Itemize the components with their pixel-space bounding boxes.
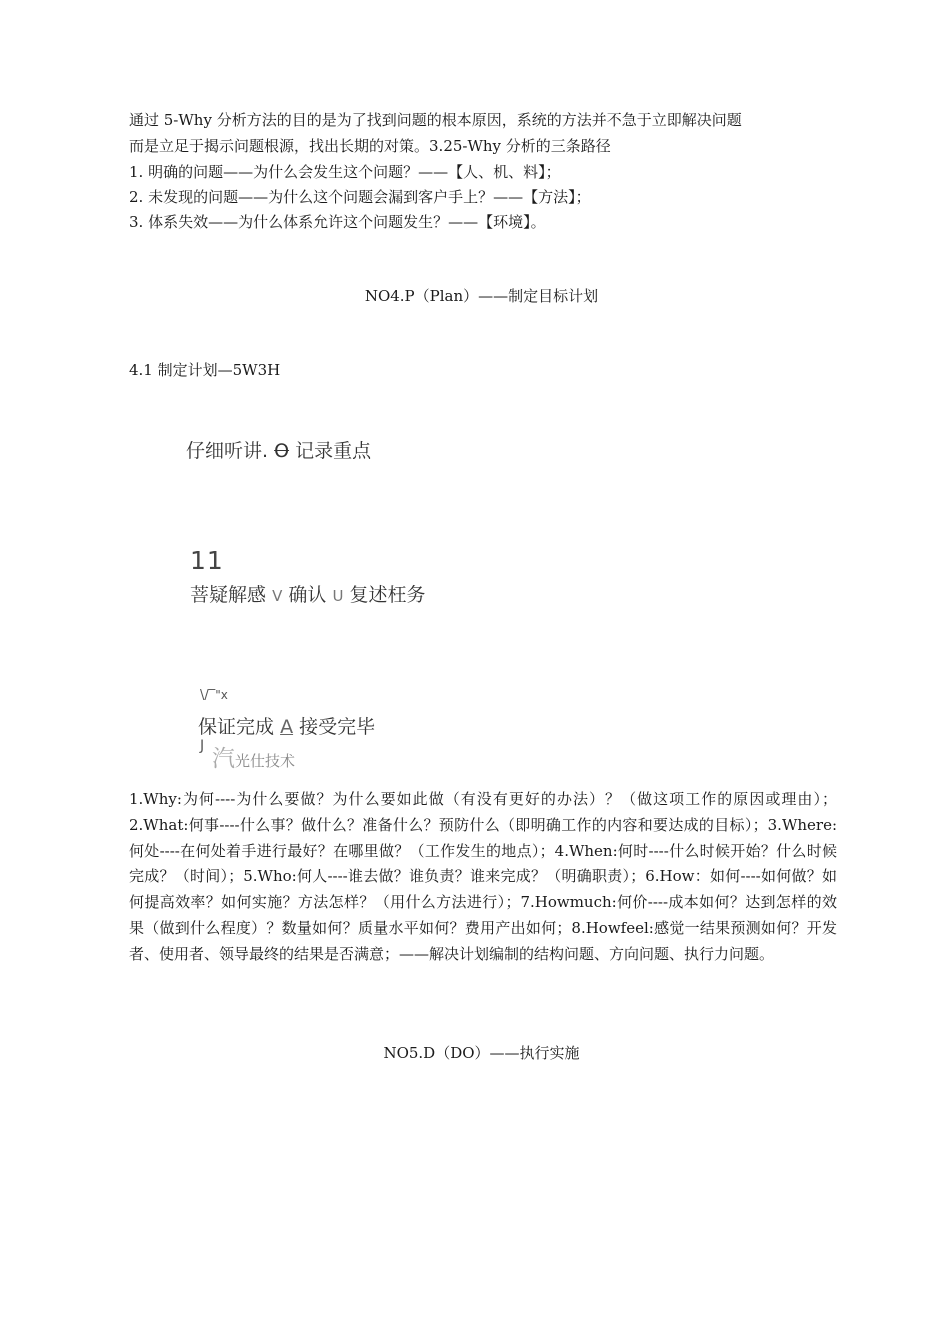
figure-text: 保证完成 bbox=[198, 716, 275, 738]
figure-row-2 bbox=[190, 580, 425, 607]
list-item: 2. 未发现的问题——为什么这个问题会漏到客户手上？——【方法】； bbox=[129, 188, 591, 206]
figure-text: 汽 bbox=[212, 746, 235, 772]
figure-mark: V bbox=[272, 587, 283, 605]
figure-row-1 bbox=[186, 436, 371, 463]
figure-row-4 bbox=[212, 740, 295, 773]
figure-mark: J bbox=[200, 738, 205, 754]
section-heading-do: NO5.D（DO）——执行实施 bbox=[383, 1044, 580, 1062]
figure-text: 记录重点 bbox=[295, 440, 372, 462]
section-heading-plan: NO4.P（Plan）——制定目标计划 bbox=[364, 287, 599, 305]
figure-mark: O bbox=[274, 440, 290, 462]
figure-text: 确认 bbox=[288, 584, 327, 606]
figure-mark: "x bbox=[215, 688, 228, 702]
intro-line-1: 通过 5-Why 分析方法的目的是为了找到问题的根本原因，系统的方法并不急于立即解决问题 bbox=[129, 111, 742, 129]
figure-text: 仔细听讲. bbox=[186, 440, 269, 462]
figure-row-3 bbox=[198, 712, 375, 739]
figure-symbol-row bbox=[200, 688, 228, 703]
figure-mark: U bbox=[332, 587, 344, 605]
list-item: 1. 明确的问题——为什么会发生这个问题？——【人、机、料】； bbox=[129, 163, 561, 181]
list-item: 3. 体系失效——为什么体系允许这个问题发生？——【环境】。 bbox=[129, 213, 546, 231]
figure-text: 菩疑解感 bbox=[190, 584, 267, 606]
figure-number: 11 bbox=[190, 546, 224, 575]
paragraph-5w3h: 1.Why:为何----为什么要做？为什么要如此做（有没有更好的办法）？（做这项工作的原因或理由）；2.What:何事----什么事？做什么？准备什么？预防什么（即明确工作的内容和要达成的目标）；3.Where:何处----在何处着手进行最好？在哪里做？（工作发生的地点）；4.When:何时----什么时候开始？什么时候完成？（时间）；5.Who:何人----谁去做？谁负责？谁来完成？（明确职责）；6.How：如何----如何做？如何提高效率？如何实施？方法怎样？（用什么方法进行）；7.Howmuch:何价----成本如何？达到怎样的效果（做到什么程度）？数量如何？质量水平如何？费用产出如何；8.Howfeel:感觉一结果预测如何？开发者、使用者、领导最终的结果是否满意；——解决计划编制的结构问题、方向问题、执行力问题。 bbox=[129, 790, 837, 963]
figure-text: 复述枉务 bbox=[349, 584, 426, 606]
intro-line-2: 而是立足于揭示问题根源，找出长期的对策。3.25-Why 分析的三条路径 bbox=[129, 137, 611, 155]
figure-mark: \/‾ bbox=[200, 688, 216, 703]
figure-mark: A bbox=[280, 716, 294, 738]
figure-text: 接受完毕 bbox=[299, 716, 376, 738]
figure-text: 光仕技术 bbox=[235, 752, 296, 770]
subheading-5w3h: 4.1 制定计划—5W3H bbox=[129, 361, 281, 379]
